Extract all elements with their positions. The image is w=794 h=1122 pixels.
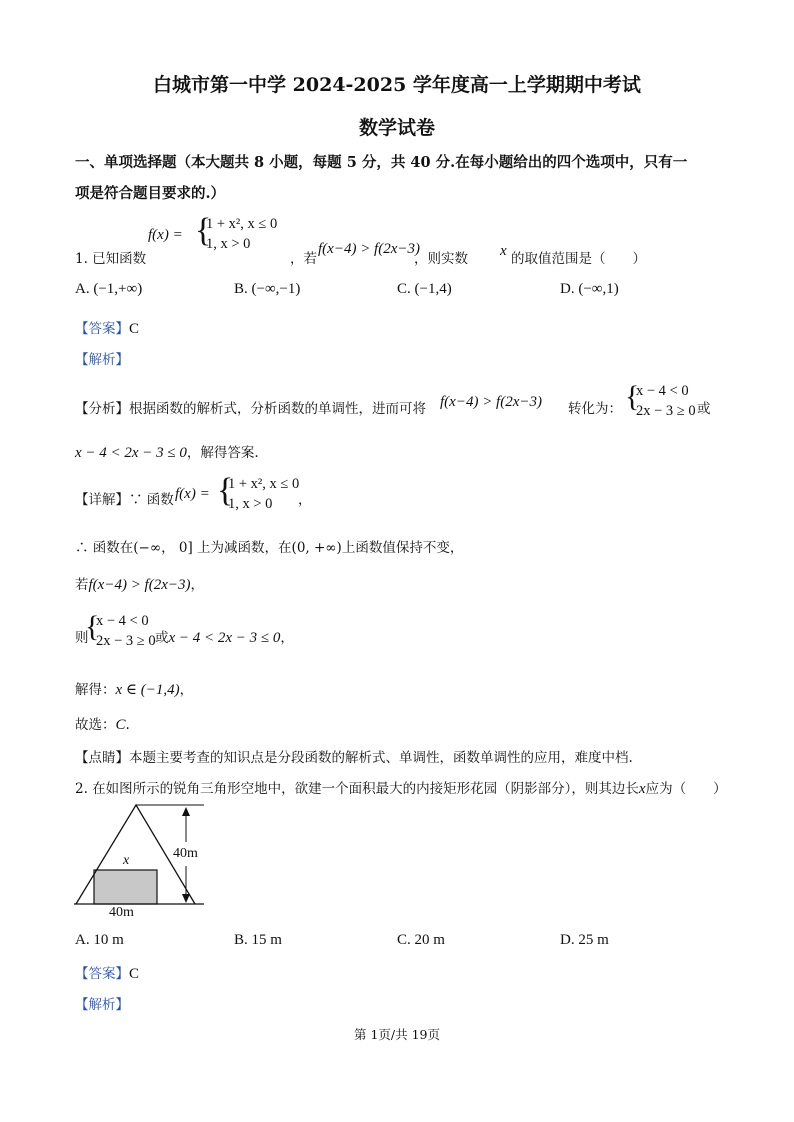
q1-case2: 1, x > 0 [206, 236, 251, 252]
q1-fenxi-brace: { [625, 380, 640, 413]
q1-choose-prefix: 故选： [75, 717, 116, 733]
q1-detail-fx: f(x) = [175, 486, 210, 502]
q1-choose-val: C [115, 717, 126, 733]
q1-detail-piecewise [228, 474, 299, 514]
q1-then-prefix: 则 [75, 630, 89, 646]
q1-condition: f(x−4) > f(2x−3) [318, 241, 420, 257]
q1-line-if-math: f(x−4) > f(2x−3) [88, 577, 191, 593]
q1-fx: f(x) = [148, 227, 183, 243]
q1-line-monotone: ∴ 函数在(−∞， 0] 上为减函数，在(0, +∞)上函数值保持不变， [75, 540, 464, 556]
q1-detail-comma: ， [298, 492, 312, 508]
q1-option-d: D. (−∞,1) [560, 281, 619, 297]
q1-fenxi-cond: f(x−4) > f(2x−3) [440, 394, 542, 410]
q1-detail-case2: 1, x > 0 [228, 496, 273, 512]
q1-brace: { [195, 212, 212, 249]
q1-fenxi-row [75, 397, 426, 417]
q1-fenxi-system [636, 381, 696, 421]
q1-then-brace: { [85, 610, 100, 643]
q1-number: 1. 已知函数 [75, 251, 147, 267]
q2-arrowhead-up [182, 807, 190, 816]
q1-solve-math: x ∈ (−1,4) [115, 682, 180, 698]
q1-var: x [500, 243, 507, 259]
q1-cond-prefix: ，若 [290, 251, 317, 267]
q1-detail-brace: { [217, 472, 234, 509]
q1-fenxi-sys2: 2x − 3 ≥ 0 [636, 403, 696, 419]
q1-answer-tag: 【答案】 [75, 321, 129, 337]
q1-solve-row [75, 678, 193, 699]
q1-line-if [75, 573, 204, 594]
q2-fig-base-label: 40m [109, 905, 134, 920]
q2-fig-height-label: 40m [173, 846, 198, 861]
q1-detail-row [75, 488, 174, 508]
q1-answer: C [129, 321, 140, 337]
q1-fenxi-line2-math: x − 4 < 2x − 3 ≤ 0 [75, 445, 187, 461]
q2-arrowhead-down [182, 894, 190, 903]
q1-solve-suffix: ， [179, 682, 194, 698]
q1-detail-case1: 1 + x², x ≤ 0 [228, 476, 300, 492]
q1-detail-intro: ∵ 函数 [129, 492, 174, 508]
q1-fenxi-tag: 【分析】 [75, 401, 129, 417]
q1-then-system [96, 611, 156, 651]
q1-choose-row [75, 713, 130, 734]
q2-answer-row [75, 962, 139, 983]
section-heading-line1: 一、单项选择题（本大题共 8 小题，每题 5 分，共 40 分.在每小题给出的四个选项中，只有一 [75, 154, 688, 171]
q2-analysis-tag: 【解析】 [75, 997, 129, 1013]
q2-option-b: B. 15 m [234, 932, 282, 948]
q1-tail: 的取值范围是（ ） [511, 251, 646, 267]
q2-tail: 应为（ ） [645, 781, 727, 797]
section-heading-line2: 项是符合题目要求的.） [75, 185, 226, 202]
exam-subtitle: 数学试卷 [358, 117, 435, 139]
q2-option-d: D. 25 m [560, 932, 609, 948]
page-footer: 第 1页/共 19页 [353, 1027, 441, 1042]
q2-answer: C [129, 966, 140, 982]
q1-comment-text: 本题主要考查的知识点是分段函数的解析式、单调性，函数单调性的应用，难度中档. [129, 750, 633, 766]
q1-fenxi-text: 根据函数的解析式，分析函数的单调性，进而可将 [129, 401, 426, 417]
q1-then-suffix: ， [280, 630, 294, 646]
q2-var: x [638, 781, 646, 797]
q1-detail-tag: 【详解】 [75, 492, 129, 508]
q1-fenxi-text2: 转化为： [568, 401, 622, 417]
q1-then-or: 或 [155, 630, 169, 646]
exam-title: 白城市第一中学 2024-2025 学年度高一上学期期中考试 [153, 74, 641, 96]
q1-then-sys1: x − 4 < 0 [96, 613, 149, 629]
q1-then-sys2: 2x − 3 ≥ 0 [96, 633, 156, 649]
q1-line-if-prefix: 若 [75, 577, 89, 593]
q1-fenxi-sys1: x − 4 < 0 [636, 383, 689, 399]
q2-option-c: C. 20 m [397, 932, 445, 948]
q1-then-math: x − 4 < 2x − 3 ≤ 0 [168, 630, 281, 646]
q1-fenxi-or: 或 [697, 401, 711, 417]
q1-solve-prefix: 解得： [75, 682, 116, 698]
q1-cond-suffix: ，则实数 [414, 251, 468, 267]
q2-statement [75, 777, 727, 798]
q1-case1: 1 + x², x ≤ 0 [206, 216, 278, 232]
q2-shaded-rectangle [94, 870, 157, 904]
q1-piecewise [206, 214, 277, 254]
q1-then-rest [155, 626, 294, 647]
q1-comment-row [75, 746, 633, 766]
q1-comment-tag: 【点睛】 [75, 750, 129, 766]
q2-fig-x-label: x [123, 853, 130, 868]
q1-answer-row [75, 317, 139, 338]
q2-option-a: A. 10 m [75, 932, 124, 948]
q2-text: 2. 在如图所示的锐角三角形空地中，欲建一个面积最大的内接矩形花园（阴影部分），则其边长 [75, 781, 639, 797]
q1-option-c: C. (−1,4) [397, 281, 452, 297]
q1-line-if-suffix: ， [190, 577, 204, 593]
q2-answer-tag: 【答案】 [75, 966, 129, 982]
q1-option-b: B. (−∞,−1) [234, 281, 301, 297]
q1-analysis-tag: 【解析】 [75, 352, 129, 368]
q1-fenxi-line2 [75, 441, 259, 462]
q1-option-a: A. (−1,+∞) [75, 281, 143, 297]
q1-choose-suffix: . [125, 717, 130, 733]
q1-fenxi-line2-text: ，解得答案. [186, 445, 259, 461]
